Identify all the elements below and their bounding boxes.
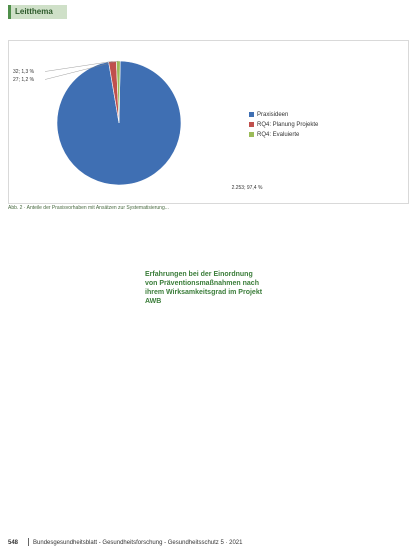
column2-subhead: Erfahrungen bei der Einordnung von Präventionsmaßnahmen nach ihrem Wirksamkeitsgrad im Projekt AWB <box>145 271 263 305</box>
slice-label-2: 27; 1,2 % <box>13 77 35 83</box>
legend-label-2: RQ4: Evaluierte <box>257 132 300 138</box>
footer-separator <box>28 538 29 546</box>
legend-entry-1 <box>249 121 318 129</box>
text-column-2 <box>145 270 265 306</box>
figure-caption <box>8 205 407 265</box>
slice-label-1: 32; 1,3 % <box>13 69 35 75</box>
page-number: 548 <box>8 540 19 546</box>
pie-chart <box>9 41 408 203</box>
legend-swatch-0 <box>249 112 254 117</box>
legend-entry-2 <box>249 131 299 139</box>
legend-swatch-1 <box>249 122 254 127</box>
figure-caption-text: Abb. 2 · Anteile der Praxisvorhaben mit Ansätzen zur Systematisierung... <box>8 205 169 211</box>
legend-swatch-2 <box>249 132 254 137</box>
header-bar <box>0 0 413 24</box>
section-tag: Leitthema <box>8 5 67 19</box>
legend-label-1: RQ4: Planung Projekte <box>257 122 319 128</box>
legend-label-0: Praxisideen <box>257 112 289 118</box>
journal-name: Bundesgesundheitsblatt - Gesundheitsforschung - Gesundheitsschutz 5 · 2021 <box>33 540 243 546</box>
legend-entry-0 <box>249 111 288 119</box>
figure-panel <box>8 40 409 204</box>
page-footer <box>8 538 407 548</box>
slice-label-0: 2.253; 97,4 % <box>231 185 263 191</box>
